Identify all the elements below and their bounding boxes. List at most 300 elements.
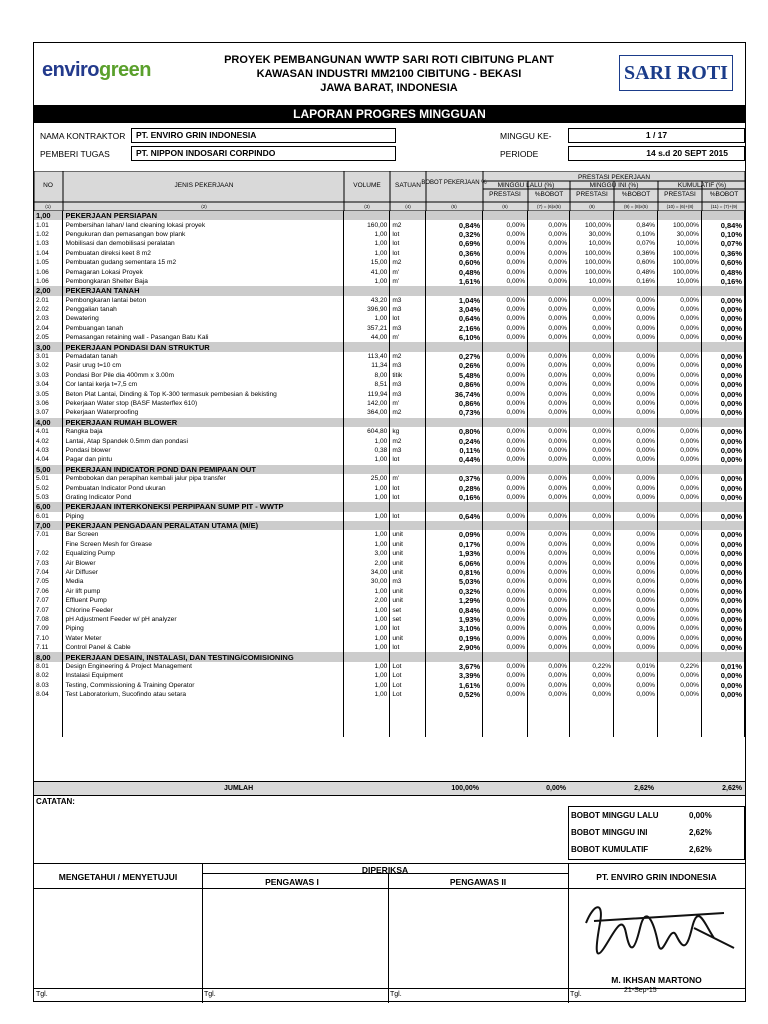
cell-p7: 0,00% xyxy=(528,455,570,464)
cell-p9: 0,00% xyxy=(614,615,658,624)
cell-bobot: 0,28% xyxy=(426,483,483,492)
cell-sat: titik xyxy=(390,371,426,380)
cell-bobot: 0,84% xyxy=(426,605,483,614)
cell-job: pH Adjustment Feeder w/ pH analyzer xyxy=(63,615,344,624)
cell-sat: unit xyxy=(390,558,426,567)
total-lalu: 0,00% xyxy=(546,785,566,792)
cell-bobot: 0,36% xyxy=(426,249,483,258)
cell-p8: 0,00% xyxy=(570,483,614,492)
cell-sat: m2 xyxy=(390,408,426,417)
cell-p9: 0,10% xyxy=(614,230,658,239)
cell-no: 6.01 xyxy=(34,512,63,521)
cell-job: Pembongkaran lantai beton xyxy=(63,296,344,305)
cell-vol: 8,00 xyxy=(344,371,390,380)
cell-job: PEKERJAAN INDICATOR POND DAN PEMIPAAN OUT xyxy=(63,465,344,474)
cell-p6: 0,00% xyxy=(483,361,528,370)
cell-p9: 0,00% xyxy=(614,558,658,567)
cell-p9: 0,00% xyxy=(614,624,658,633)
cell-bobot: 0,64% xyxy=(426,512,483,521)
cell-sat: lot xyxy=(390,643,426,652)
cell-sat xyxy=(390,718,426,727)
cell-p8 xyxy=(570,699,614,708)
cell-p6: 0,00% xyxy=(483,389,528,398)
cell-p11: 0,00% xyxy=(702,380,745,389)
cell-p7: 0,00% xyxy=(528,277,570,286)
cell-p11: 0,00% xyxy=(702,549,745,558)
cell-job: Air lift pump xyxy=(63,587,344,596)
cell-p10: 0,00% xyxy=(658,455,702,464)
cell-no: 2.01 xyxy=(34,296,63,305)
table-row xyxy=(34,371,745,380)
cell-bobot: 2,16% xyxy=(426,324,483,333)
cell-job: Pekerjaan Waterproofing xyxy=(63,408,344,417)
table-row xyxy=(34,549,745,558)
cell-p9: 0,00% xyxy=(614,408,658,417)
cell-p6: 0,00% xyxy=(483,671,528,680)
cell-vol: 1,00 xyxy=(344,634,390,643)
cell-p10: 0,00% xyxy=(658,540,702,549)
cell-p6: 0,00% xyxy=(483,587,528,596)
cell-p6: 0,00% xyxy=(483,624,528,633)
cell-p7 xyxy=(528,342,570,351)
cell-no: 2,00 xyxy=(34,286,63,295)
table-row xyxy=(34,681,745,690)
cell-p11: 0,00% xyxy=(702,389,745,398)
cell-p7 xyxy=(528,652,570,661)
cell-p10: 10,00% xyxy=(658,239,702,248)
cell-no: 4.03 xyxy=(34,446,63,455)
cell-p7 xyxy=(528,699,570,708)
cell-p6: 0,00% xyxy=(483,634,528,643)
cell-p11: 0,00% xyxy=(702,296,745,305)
cell-no: 3.02 xyxy=(34,361,63,370)
table-row xyxy=(34,512,745,521)
cell-p6: 0,00% xyxy=(483,427,528,436)
cell-p7: 0,00% xyxy=(528,681,570,690)
table-row xyxy=(34,399,745,408)
cell-p9 xyxy=(614,342,658,351)
cell-job: Fine Screen Mesh for Grease xyxy=(63,540,344,549)
cell-no: 8,00 xyxy=(34,652,63,661)
cell-p10 xyxy=(658,709,702,718)
cell-p10: 30,00% xyxy=(658,230,702,239)
cell-p10 xyxy=(658,652,702,661)
cell-vol: 1,00 xyxy=(344,249,390,258)
cell-sat: m2 xyxy=(390,436,426,445)
cell-p8 xyxy=(570,418,614,427)
cell-p10: 0,00% xyxy=(658,380,702,389)
cell-bobot: 5,03% xyxy=(426,577,483,586)
cell-sat: m3 xyxy=(390,577,426,586)
cell-p11: 0,00% xyxy=(702,671,745,680)
title-line-2: KAWASAN INDUSTRI MM2100 CIBITUNG - BEKASI xyxy=(256,68,522,80)
cell-p11: 0,00% xyxy=(702,577,745,586)
cell-p8 xyxy=(570,465,614,474)
cell-p11: 0,00% xyxy=(702,371,745,380)
cell-p11 xyxy=(702,418,745,427)
cell-p7 xyxy=(528,502,570,511)
table-row xyxy=(34,436,745,445)
cell-p10: 0,00% xyxy=(658,615,702,624)
cell-p7: 0,00% xyxy=(528,408,570,417)
cell-p7: 0,00% xyxy=(528,296,570,305)
cell-bobot: 0,86% xyxy=(426,380,483,389)
cell-vol: 1,00 xyxy=(344,239,390,248)
cell-p6: 0,00% xyxy=(483,549,528,558)
cell-p9: 0,00% xyxy=(614,530,658,539)
cell-p9: 0,00% xyxy=(614,643,658,652)
table-row xyxy=(34,258,745,267)
cell-p6: 0,00% xyxy=(483,512,528,521)
cell-sat: unit xyxy=(390,568,426,577)
cell-p6 xyxy=(483,286,528,295)
cell-sat: set xyxy=(390,605,426,614)
cell-no: 2.04 xyxy=(34,324,63,333)
cell-bobot xyxy=(426,418,483,427)
cell-p6: 0,00% xyxy=(483,230,528,239)
cell-p7: 0,00% xyxy=(528,530,570,539)
cell-no xyxy=(34,727,63,736)
cell-p11 xyxy=(702,286,745,295)
cell-p10 xyxy=(658,342,702,351)
cell-p7: 0,00% xyxy=(528,615,570,624)
cell-p10 xyxy=(658,521,702,530)
cell-no: 3.07 xyxy=(34,408,63,417)
cell-no: 4,00 xyxy=(34,418,63,427)
cell-no: 7.02 xyxy=(34,549,63,558)
cell-p6: 0,00% xyxy=(483,408,528,417)
cell-p6: 0,00% xyxy=(483,305,528,314)
cell-sat: kg xyxy=(390,427,426,436)
cell-job: Penggalian tanah xyxy=(63,305,344,314)
col-bobot: BOBOT PEKERJAAN % xyxy=(421,180,487,186)
cell-p9 xyxy=(614,727,658,736)
cell-p9: 0,00% xyxy=(614,681,658,690)
cell-p7: 0,00% xyxy=(528,305,570,314)
cell-job: Water Meter xyxy=(63,634,344,643)
cell-p10: 0,00% xyxy=(658,324,702,333)
cell-p7: 0,00% xyxy=(528,493,570,502)
cell-p10: 0,00% xyxy=(658,296,702,305)
section-row xyxy=(34,652,745,661)
cell-p7: 0,00% xyxy=(528,239,570,248)
cell-p8 xyxy=(570,652,614,661)
col-satuan: SATUAN xyxy=(395,182,421,189)
cell-vol: 119,94 xyxy=(344,389,390,398)
cell-vol: 1,00 xyxy=(344,540,390,549)
cell-p9 xyxy=(614,502,658,511)
cell-p11: 0,00% xyxy=(702,305,745,314)
periode-label: PERIODE xyxy=(500,149,539,159)
cell-p8: 0,00% xyxy=(570,605,614,614)
cell-sat: m' xyxy=(390,474,426,483)
cell-bobot: 1,93% xyxy=(426,549,483,558)
cell-p10: 0,00% xyxy=(658,690,702,699)
cell-bobot: 0,64% xyxy=(426,314,483,323)
cell-p7: 0,00% xyxy=(528,540,570,549)
section-row xyxy=(34,418,745,427)
cell-p7: 0,00% xyxy=(528,324,570,333)
cell-p9: 0,00% xyxy=(614,690,658,699)
cell-bobot xyxy=(426,342,483,351)
cell-p6: 0,00% xyxy=(483,662,528,671)
cell-p7 xyxy=(528,718,570,727)
pemberi-value: PT. NIPPON INDOSARI CORPINDO xyxy=(131,146,396,161)
cell-job: PEKERJAAN INTERKONEKSI PERPIPAAN SUMP PIT - WWTP xyxy=(63,502,344,511)
cell-bobot: 6,10% xyxy=(426,333,483,342)
table-row xyxy=(34,540,745,549)
table-row xyxy=(34,474,745,483)
cell-bobot: 1,04% xyxy=(426,296,483,305)
cell-vol: 2,00 xyxy=(344,596,390,605)
cell-p11 xyxy=(702,699,745,708)
cell-p9: 0,00% xyxy=(614,634,658,643)
cell-p11: 0,60% xyxy=(702,258,745,267)
cell-job: Piping xyxy=(63,512,344,521)
cell-no: 7.09 xyxy=(34,624,63,633)
cell-p8: 0,00% xyxy=(570,634,614,643)
cell-bobot: 0,80% xyxy=(426,427,483,436)
cell-vol: 1,00 xyxy=(344,624,390,633)
cell-no: 1.06 xyxy=(34,277,63,286)
minggu-label: MINGGU KE- xyxy=(500,131,552,141)
cell-p6: 0,00% xyxy=(483,605,528,614)
cell-vol: 160,00 xyxy=(344,220,390,229)
cell-sat: lot xyxy=(390,230,426,239)
cell-p8: 0,00% xyxy=(570,455,614,464)
cell-p9: 0,00% xyxy=(614,577,658,586)
cell-p6 xyxy=(483,718,528,727)
cell-p9: 0,00% xyxy=(614,568,658,577)
col-bob-1: %BOBOT xyxy=(534,191,564,198)
cell-p10 xyxy=(658,727,702,736)
cell-p6 xyxy=(483,465,528,474)
tgl-4: Tgl. xyxy=(570,991,582,998)
table-row xyxy=(34,709,745,718)
cell-no: 1.06 xyxy=(34,267,63,276)
cell-p11 xyxy=(702,502,745,511)
table-row xyxy=(34,596,745,605)
col-bob-2: %BOBOT xyxy=(621,191,651,198)
cell-p10: 0,00% xyxy=(658,596,702,605)
cell-sat: m3 xyxy=(390,389,426,398)
cell-p9: 0,00% xyxy=(614,455,658,464)
table-row xyxy=(34,493,745,502)
cell-p11: 0,00% xyxy=(702,624,745,633)
cell-p8 xyxy=(570,211,614,220)
cell-no: 7.05 xyxy=(34,577,63,586)
section-row xyxy=(34,502,745,511)
table-row xyxy=(34,634,745,643)
cell-job: Pembuangan tanah xyxy=(63,324,344,333)
cell-job: Air Diffuser xyxy=(63,568,344,577)
cell-p7: 0,00% xyxy=(528,549,570,558)
cell-p9: 0,00% xyxy=(614,305,658,314)
cell-bobot xyxy=(426,521,483,530)
col-index: (4) xyxy=(405,204,411,209)
cell-bobot: 3,67% xyxy=(426,662,483,671)
cell-no: 5.01 xyxy=(34,474,63,483)
cell-p7: 0,00% xyxy=(528,427,570,436)
cell-sat: m3 xyxy=(390,380,426,389)
cell-p10 xyxy=(658,418,702,427)
table-row xyxy=(34,361,745,370)
cell-job: Equalizing Pump xyxy=(63,549,344,558)
cell-p9: 0,00% xyxy=(614,427,658,436)
col-jenis: JENIS PEKERJAAN xyxy=(174,182,234,189)
cell-vol: 604,80 xyxy=(344,427,390,436)
cell-vol: 1,00 xyxy=(344,643,390,652)
cell-bobot: 3,04% xyxy=(426,305,483,314)
cell-p9: 0,00% xyxy=(614,324,658,333)
cell-p10 xyxy=(658,211,702,220)
cell-p8: 30,00% xyxy=(570,230,614,239)
summary-lalu: 0,00% xyxy=(689,811,712,820)
cell-p8: 0,00% xyxy=(570,681,614,690)
cell-p6: 0,00% xyxy=(483,474,528,483)
cell-no: 2.02 xyxy=(34,305,63,314)
minggu-value: 1 / 17 xyxy=(568,128,745,143)
cell-p11: 0,00% xyxy=(702,408,745,417)
cell-p10: 100,00% xyxy=(658,249,702,258)
cell-sat: lot xyxy=(390,483,426,492)
tgl-3: Tgl. xyxy=(390,991,402,998)
cell-no: 7.07 xyxy=(34,605,63,614)
col-kum: KUMULATIF (%) xyxy=(677,182,727,189)
cell-bobot: 36,74% xyxy=(426,389,483,398)
cell-job: Pondasi Bor Pile dia 400mm x 3.00m xyxy=(63,371,344,380)
cell-p9: 0,60% xyxy=(614,258,658,267)
cell-p10: 100,00% xyxy=(658,267,702,276)
cell-p7: 0,00% xyxy=(528,671,570,680)
pengawas2-label: PENGAWAS II xyxy=(449,877,507,887)
cell-vol: 1,00 xyxy=(344,605,390,614)
cell-p8: 0,00% xyxy=(570,530,614,539)
cell-p6 xyxy=(483,652,528,661)
cell-vol: 34,00 xyxy=(344,568,390,577)
cell-bobot: 1,93% xyxy=(426,615,483,624)
title-line-1: PROYEK PEMBANGUNAN WWTP SARI ROTI CIBITUNG PLANT xyxy=(224,54,554,66)
cell-p8: 0,22% xyxy=(570,662,614,671)
cell-p10: 0,00% xyxy=(658,436,702,445)
col-lalu: MINGGU LALU (%) xyxy=(497,182,555,189)
cell-p8: 10,00% xyxy=(570,239,614,248)
cell-p7: 0,00% xyxy=(528,314,570,323)
cell-p6: 0,00% xyxy=(483,258,528,267)
table-row xyxy=(34,558,745,567)
cell-p11 xyxy=(702,652,745,661)
cell-sat xyxy=(390,418,426,427)
cell-p6: 0,00% xyxy=(483,380,528,389)
cell-no xyxy=(34,718,63,727)
cell-p9 xyxy=(614,709,658,718)
cell-p9: 0,00% xyxy=(614,605,658,614)
cell-vol xyxy=(344,521,390,530)
progress-table xyxy=(34,211,745,737)
cell-p10: 0,22% xyxy=(658,662,702,671)
cell-sat xyxy=(390,465,426,474)
cell-no: 3.05 xyxy=(34,389,63,398)
mengetahui-label: MENGETAHUI / MENYETUJUI xyxy=(58,872,178,882)
cell-p10 xyxy=(658,502,702,511)
cell-p11: 0,00% xyxy=(702,455,745,464)
cell-sat xyxy=(390,699,426,708)
cell-p6: 0,00% xyxy=(483,455,528,464)
cell-p9: 0,48% xyxy=(614,267,658,276)
cell-p9: 0,00% xyxy=(614,493,658,502)
cell-p11: 0,84% xyxy=(702,220,745,229)
cell-p8: 0,00% xyxy=(570,296,614,305)
cell-vol: 357,21 xyxy=(344,324,390,333)
cell-p11: 0,00% xyxy=(702,596,745,605)
cell-bobot: 0,48% xyxy=(426,267,483,276)
cell-p7: 0,00% xyxy=(528,333,570,342)
cell-p8: 0,00% xyxy=(570,568,614,577)
cell-p11: 0,00% xyxy=(702,634,745,643)
col-pres-2: PRESTASI xyxy=(576,191,608,198)
cell-no: 7,00 xyxy=(34,521,63,530)
cell-bobot: 0,44% xyxy=(426,455,483,464)
cell-p6: 0,00% xyxy=(483,296,528,305)
cell-no: 1.03 xyxy=(34,239,63,248)
col-index: (10) = (6)+(8) xyxy=(666,204,694,209)
cell-job: Lantai, Atap Spandek 0.5mm dan pondasi xyxy=(63,436,344,445)
cell-p8: 0,00% xyxy=(570,577,614,586)
cell-p10: 0,00% xyxy=(658,577,702,586)
cell-p10 xyxy=(658,286,702,295)
cell-p6 xyxy=(483,699,528,708)
cell-sat: lot xyxy=(390,249,426,258)
cell-job: Dewatering xyxy=(63,314,344,323)
cell-vol: 15,00 xyxy=(344,258,390,267)
cell-job: Pengukuran dan pemasangan bow plank xyxy=(63,230,344,239)
total-row xyxy=(34,781,745,796)
cell-p9 xyxy=(614,521,658,530)
col-index: (7) = (6)x(5) xyxy=(537,204,561,209)
cell-p10: 0,00% xyxy=(658,558,702,567)
cell-p8: 0,00% xyxy=(570,671,614,680)
cell-p11: 0,00% xyxy=(702,427,745,436)
table-row xyxy=(34,239,745,248)
col-ini: MINGGU INI (%) xyxy=(589,182,639,189)
cell-sat: lot xyxy=(390,512,426,521)
cell-bobot: 0,37% xyxy=(426,474,483,483)
cell-p9: 0,00% xyxy=(614,380,658,389)
cell-sat: Lot xyxy=(390,681,426,690)
col-index: (8) xyxy=(589,204,595,209)
cell-sat xyxy=(390,211,426,220)
cell-p6: 0,00% xyxy=(483,324,528,333)
col-pres-1: PRESTASI xyxy=(489,191,521,198)
cell-sat: m3 xyxy=(390,361,426,370)
cell-p9: 0,07% xyxy=(614,239,658,248)
pemberi-label: PEMBERI TUGAS xyxy=(40,149,110,159)
cell-bobot: 0,60% xyxy=(426,258,483,267)
cell-p10: 0,00% xyxy=(658,634,702,643)
cell-p6: 0,00% xyxy=(483,596,528,605)
cell-no: 4.02 xyxy=(34,436,63,445)
cell-job: Pembuatan gudang sementara 15 m2 xyxy=(63,258,344,267)
cell-p10 xyxy=(658,699,702,708)
cell-vol: 142,00 xyxy=(344,399,390,408)
cell-p7: 0,00% xyxy=(528,220,570,229)
cell-no xyxy=(34,699,63,708)
cell-no: 1,00 xyxy=(34,211,63,220)
cell-p8: 0,00% xyxy=(570,361,614,370)
cell-job: Rangka baja xyxy=(63,427,344,436)
cell-sat xyxy=(390,727,426,736)
cell-job xyxy=(63,699,344,708)
